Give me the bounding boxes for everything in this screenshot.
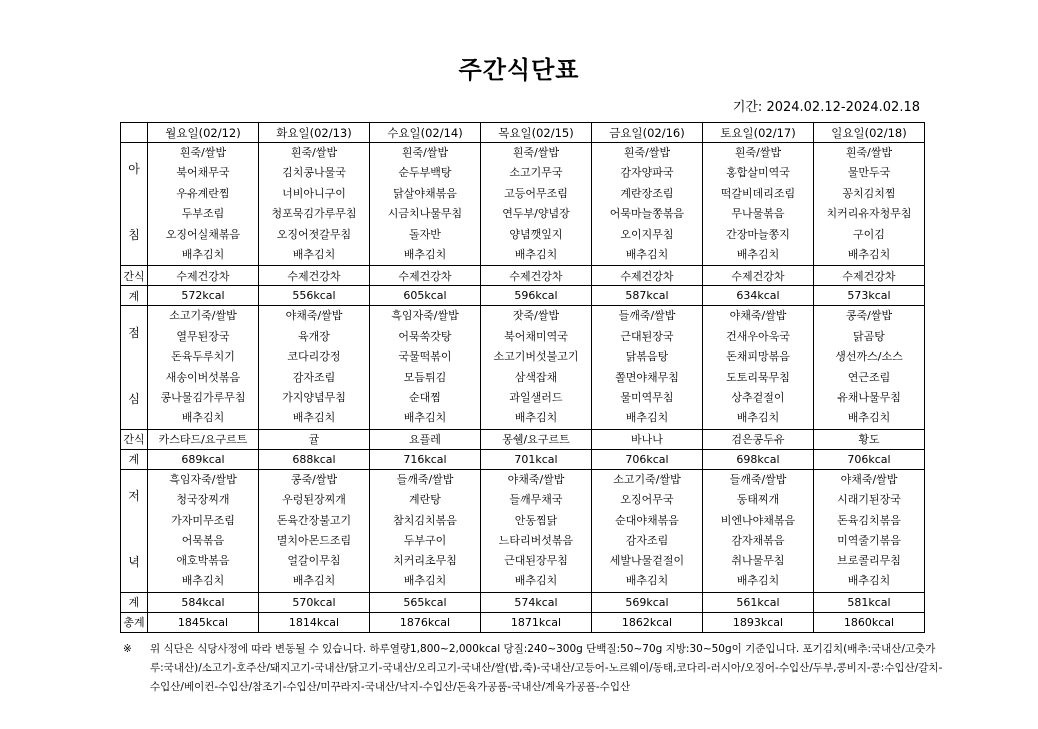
- menu-item: 양념깻잎지: [509, 227, 563, 241]
- menu-item: 들깨죽/쌀밥: [618, 309, 676, 323]
- menu-item: 구이김: [853, 227, 885, 241]
- menu-item: 배추김치: [625, 411, 669, 425]
- menu-item: 돌자반: [409, 227, 441, 241]
- menu-item: 홍합살미역국: [726, 166, 790, 180]
- menu-item: 무나물볶음: [731, 207, 785, 221]
- day-header: 일요일(02/18): [814, 123, 925, 143]
- menu-item: 잣죽/쌀밥: [512, 309, 560, 323]
- menu-item: 열무된장국: [176, 329, 230, 343]
- meal-label-bottom: 심: [128, 391, 140, 406]
- menu-item: 배추김치: [736, 247, 780, 261]
- menu-item: 콩나물김가루무침: [160, 390, 246, 404]
- menu-item: 배추김치: [403, 574, 447, 588]
- menu-item: 치커리유자청무침: [826, 207, 912, 221]
- menu-cell: [814, 143, 925, 266]
- menu-item: 소고기버섯불고기: [493, 350, 579, 364]
- kcal-row-cell: 570kcal: [259, 592, 370, 612]
- total-row-cell: 1860kcal: [814, 612, 925, 632]
- meal-label-top: 아: [128, 162, 140, 177]
- menu-item: 과일샐러드: [509, 390, 563, 404]
- menu-cell: [481, 306, 592, 429]
- menu-item: 삼색잡채: [514, 370, 558, 384]
- menu-item: 흑임자죽/쌀밥: [391, 309, 459, 323]
- kcal-row-cell: 706kcal: [814, 449, 925, 469]
- menu-item: 배추김치: [847, 411, 891, 425]
- menu-item: 어묵쑥갓탕: [398, 329, 452, 343]
- menu-item: 돈육김치볶음: [837, 513, 901, 527]
- menu-item: 배추김치: [625, 574, 669, 588]
- snack-row-cell: 황도: [814, 429, 925, 449]
- menu-item: 근대된장무침: [504, 553, 568, 567]
- menu-item: 배추김치: [181, 574, 225, 588]
- menu-item: 오징어젓갈무침: [276, 227, 352, 241]
- snack-row-cell: 수제건강차: [370, 266, 481, 286]
- weekly-menu-table: [120, 122, 925, 633]
- total-row-cell: 1845kcal: [148, 612, 259, 632]
- menu-item: 얼갈이무침: [287, 553, 341, 567]
- row-label: 간식: [121, 266, 148, 286]
- kcal-row-cell: 569kcal: [592, 592, 703, 612]
- menu-cell: [259, 469, 370, 592]
- menu-item: 흰죽/쌀밥: [845, 146, 893, 159]
- menu-item: 감자채볶음: [731, 533, 785, 547]
- menu-item: 감자양파국: [620, 166, 674, 180]
- snack-row-cell: 수제건강차: [481, 266, 592, 286]
- menu-item: 배추김치: [847, 247, 891, 261]
- menu-item: 배추김치: [181, 247, 225, 261]
- kcal-row-cell: 701kcal: [481, 449, 592, 469]
- kcal-row-cell: 698kcal: [703, 449, 814, 469]
- menu-item: 배추김치: [625, 247, 669, 261]
- row-label: 계: [121, 286, 148, 306]
- total-row-cell: 1876kcal: [370, 612, 481, 632]
- menu-item: 시래기된장국: [837, 493, 901, 507]
- snack-row-cell: 수제건강차: [259, 266, 370, 286]
- menu-item: 비엔나야채볶음: [720, 513, 796, 527]
- menu-item: 세발나물겉절이: [609, 553, 685, 567]
- menu-item: 김치콩나물국: [282, 166, 346, 180]
- menu-cell: [703, 143, 814, 266]
- dinner-row: [121, 469, 925, 592]
- period-label: 기간: 2024.02.12-2024.02.18: [732, 100, 920, 115]
- menu-item: 닭살야채볶음: [393, 186, 457, 200]
- menu-cell: [592, 143, 703, 266]
- menu-item: 오징어무국: [620, 493, 674, 507]
- lunch-row: [121, 306, 925, 429]
- kcal-row-cell: 587kcal: [592, 286, 703, 306]
- menu-item: 어묵마늘쫑볶음: [609, 207, 685, 221]
- menu-item: 배추김치: [403, 411, 447, 425]
- menu-item: 북어채무국: [176, 166, 230, 180]
- menu-item: 소고기무국: [509, 166, 563, 180]
- menu-item: 물만두국: [847, 166, 891, 180]
- menu-item: 근대된장국: [620, 329, 674, 343]
- menu-cell: [481, 143, 592, 266]
- menu-item: 배추김치: [514, 247, 558, 261]
- menu-item: 미역줄기볶음: [837, 533, 901, 547]
- menu-item: 계란장조림: [620, 186, 674, 200]
- menu-item: 치커리초무침: [393, 553, 457, 567]
- snack-row-cell: 귤: [259, 429, 370, 449]
- corner-cell: [121, 123, 148, 143]
- snack-row-cell: 요플레: [370, 429, 481, 449]
- menu-cell: [370, 469, 481, 592]
- kcal-row-cell: 706kcal: [592, 449, 703, 469]
- menu-item: 배추김치: [292, 247, 336, 261]
- meal-label-bottom: 침: [128, 228, 140, 243]
- menu-item: 계란탕: [409, 493, 441, 507]
- menu-item: 흰죽/쌀밥: [290, 146, 338, 159]
- menu-item: 가자미무조림: [171, 513, 235, 527]
- menu-cell: [703, 469, 814, 592]
- note-mark: ※: [123, 643, 132, 655]
- menu-item: 간장마늘쫑지: [726, 227, 790, 241]
- menu-item: 돈육간장불고기: [276, 513, 352, 527]
- row-label: 총계: [121, 612, 148, 632]
- day-header: 토요일(02/17): [703, 123, 814, 143]
- menu-item: 쫄면야채무침: [615, 370, 679, 384]
- row-label: 간식: [121, 429, 148, 449]
- menu-item: 돈육두루치기: [171, 350, 235, 364]
- menu-item: 청포묵김가루무침: [271, 207, 357, 221]
- menu-item: 애호박볶음: [176, 553, 230, 567]
- menu-item: 감자조림: [292, 370, 336, 384]
- meal-label: [121, 143, 148, 266]
- menu-item: 배추김치: [514, 574, 558, 588]
- menu-item: 꽁치김치찜: [842, 186, 896, 200]
- day-header: 화요일(02/13): [259, 123, 370, 143]
- menu-item: 배추김치: [736, 574, 780, 588]
- menu-item: 안동찜닭: [514, 513, 558, 527]
- kcal-row-cell: 565kcal: [370, 592, 481, 612]
- day-header: 월요일(02/12): [148, 123, 259, 143]
- menu-item: 감자조림: [625, 533, 669, 547]
- menu-cell: [814, 306, 925, 429]
- menu-cell: [592, 306, 703, 429]
- menu-item: 오징어실채볶음: [165, 227, 241, 241]
- menu-item: 상추겉절이: [731, 390, 785, 404]
- menu-item: 배추김치: [736, 411, 780, 425]
- snack-row-cell: 몽쉘/요구르트: [481, 429, 592, 449]
- kcal-row-cell: 634kcal: [703, 286, 814, 306]
- menu-item: 배추김치: [292, 574, 336, 588]
- kcal-row: [121, 592, 925, 612]
- menu-item: 야채죽/쌀밥: [729, 309, 787, 323]
- menu-item: 느타리버섯볶음: [498, 533, 574, 547]
- day-header: 금요일(02/16): [592, 123, 703, 143]
- menu-item: 배추김치: [292, 411, 336, 425]
- snack-row-cell: 바나나: [592, 429, 703, 449]
- menu-cell: [370, 143, 481, 266]
- menu-item: 소고기죽/쌀밥: [169, 309, 237, 323]
- menu-item: 건새우아욱국: [726, 329, 790, 343]
- kcal-row: [121, 286, 925, 306]
- total-row-cell: 1814kcal: [259, 612, 370, 632]
- kcal-row-cell: 716kcal: [370, 449, 481, 469]
- menu-item: 야채죽/쌀밥: [285, 309, 343, 323]
- menu-item: 모듬튀김: [403, 370, 447, 384]
- menu-item: 들깨죽/쌀밥: [396, 473, 454, 487]
- kcal-row-cell: 556kcal: [259, 286, 370, 306]
- menu-cell: [703, 306, 814, 429]
- day-header: 수요일(02/14): [370, 123, 481, 143]
- menu-item: 들깨죽/쌀밥: [729, 473, 787, 487]
- menu-item: 육개장: [298, 329, 330, 343]
- menu-item: 코다리강정: [287, 350, 341, 364]
- menu-item: 참치김치볶음: [393, 513, 457, 527]
- header-row: [121, 123, 925, 143]
- kcal-row-cell: 572kcal: [148, 286, 259, 306]
- menu-item: 청국장찌개: [176, 493, 230, 507]
- menu-item: 흰죽/쌀밥: [734, 146, 782, 159]
- menu-item: 흰죽/쌀밥: [401, 146, 449, 159]
- note-text: 위 식단은 식당사정에 따라 변동될 수 있습니다. 하루열량1,800~2,000kcal 당질:240~300g 단백질:50~70g 지방:30~50g이 기준입니다. 포기김치(배추:국내산/고춧가루:국내산)/소고기-호주산/돼지고기-국내산/닭고기-국내산/오리고기-국내산/쌀(밥,죽)-국내산/고등어-노르웨이/동태,코다리-러시아/오징어-수입산/두부,콩비지-콩:수입산/갈치-수입산/베이컨-수입산/참조기-수입산/미꾸라지-국내산/낙지-수입산/돈육가공품-국내산/계육가공품-수입산: [150, 643, 943, 693]
- menu-item: 콩죽/쌀밥: [290, 473, 338, 487]
- kcal-row-cell: 584kcal: [148, 592, 259, 612]
- snack-row-cell: 카스타드/요구르트: [148, 429, 259, 449]
- menu-item: 국물떡볶이: [398, 350, 452, 364]
- menu-item: 흰죽/쌀밥: [512, 146, 560, 159]
- menu-item: 브로콜리무침: [837, 553, 901, 567]
- menu-item: 들깨무채국: [509, 493, 563, 507]
- row-label: 계: [121, 449, 148, 469]
- menu-cell: [814, 469, 925, 592]
- menu-item: 고등어무조림: [504, 186, 568, 200]
- menu-item: 닭곰탕: [853, 329, 885, 343]
- menu-item: 취나물무침: [731, 553, 785, 567]
- total-row: [121, 612, 925, 632]
- menu-item: 도토리묵무침: [726, 370, 790, 384]
- menu-item: 멸치아몬드조림: [276, 533, 352, 547]
- menu-item: 흑임자죽/쌀밥: [169, 473, 237, 487]
- menu-item: 콩죽/쌀밥: [845, 309, 893, 323]
- menu-item: 닭볶음탕: [625, 350, 669, 364]
- menu-cell: [259, 143, 370, 266]
- menu-item: 너비아니구이: [282, 186, 346, 200]
- day-header: 목요일(02/15): [481, 123, 592, 143]
- menu-item: 돈채피망볶음: [726, 350, 790, 364]
- menu-item: 흰죽/쌀밥: [179, 146, 227, 159]
- menu-item: 두부조림: [181, 207, 225, 221]
- menu-item: 동태찌개: [736, 493, 780, 507]
- menu-item: 야채죽/쌀밥: [507, 473, 565, 487]
- page-title: 주간식단표: [458, 56, 580, 84]
- meal-label-bottom: 녁: [128, 554, 140, 569]
- menu-item: 어묵볶음: [181, 533, 225, 547]
- snack-row-cell: 수제건강차: [814, 266, 925, 286]
- meal-label: [121, 306, 148, 429]
- snack-row-cell: 검은콩두유: [703, 429, 814, 449]
- menu-item: 연근조림: [847, 370, 891, 384]
- menu-item: 유채나물무침: [837, 390, 901, 404]
- kcal-row-cell: 689kcal: [148, 449, 259, 469]
- menu-item: 북어채미역국: [504, 329, 568, 343]
- meal-label: [121, 469, 148, 592]
- menu-item: 떡갈비데리조림: [720, 186, 796, 200]
- total-row-cell: 1862kcal: [592, 612, 703, 632]
- menu-cell: [592, 469, 703, 592]
- menu-cell: [370, 306, 481, 429]
- menu-item: 배추김치: [514, 411, 558, 425]
- menu-item: 야채죽/쌀밥: [840, 473, 898, 487]
- menu-item: 배추김치: [181, 411, 225, 425]
- kcal-row-cell: 581kcal: [814, 592, 925, 612]
- menu-item: 두부구이: [403, 533, 447, 547]
- footnote: [123, 640, 943, 697]
- snack-row-cell: 수제건강차: [592, 266, 703, 286]
- kcal-row-cell: 574kcal: [481, 592, 592, 612]
- menu-item: 새송이버섯볶음: [165, 370, 241, 384]
- meal-label-top: 점: [128, 325, 140, 340]
- kcal-row-cell: 573kcal: [814, 286, 925, 306]
- menu-item: 우렁된장찌개: [282, 493, 346, 507]
- menu-item: 시금치나물무침: [387, 207, 463, 221]
- row-label: 계: [121, 592, 148, 612]
- menu-item: 흰죽/쌀밥: [623, 146, 671, 159]
- menu-item: 오이지무침: [620, 227, 674, 241]
- menu-item: 연두부/양념장: [502, 207, 570, 221]
- kcal-row: [121, 449, 925, 469]
- snack-row: [121, 266, 925, 286]
- menu-cell: [259, 306, 370, 429]
- kcal-row-cell: 561kcal: [703, 592, 814, 612]
- menu-item: 가지양념무침: [282, 390, 346, 404]
- total-row-cell: 1893kcal: [703, 612, 814, 632]
- menu-item: 물미역무침: [620, 390, 674, 404]
- snack-row-cell: 수제건강차: [703, 266, 814, 286]
- kcal-row-cell: 688kcal: [259, 449, 370, 469]
- breakfast-row: [121, 143, 925, 266]
- menu-item: 생선까스/소스: [835, 350, 903, 364]
- menu-item: 순대찜: [409, 390, 441, 404]
- meal-label-top: 저: [128, 488, 140, 503]
- kcal-row-cell: 605kcal: [370, 286, 481, 306]
- snack-row-cell: 수제건강차: [148, 266, 259, 286]
- menu-item: 소고기죽/쌀밥: [613, 473, 681, 487]
- menu-item: 배추김치: [403, 247, 447, 261]
- menu-item: 순대야채볶음: [615, 513, 679, 527]
- total-row-cell: 1871kcal: [481, 612, 592, 632]
- menu-item: 배추김치: [847, 574, 891, 588]
- menu-cell: [481, 469, 592, 592]
- snack-row: [121, 429, 925, 449]
- menu-item: 순두부백탕: [398, 166, 452, 180]
- menu-cell: [148, 469, 259, 592]
- menu-cell: [148, 306, 259, 429]
- menu-item: 우유계란찜: [176, 186, 230, 200]
- menu-cell: [148, 143, 259, 266]
- kcal-row-cell: 596kcal: [481, 286, 592, 306]
